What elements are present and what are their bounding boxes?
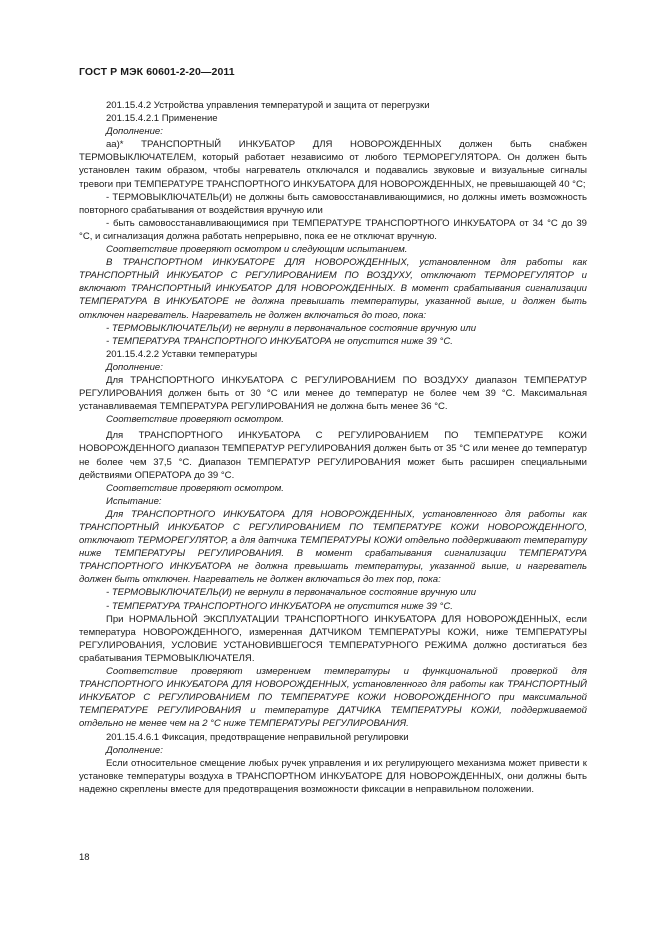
list-item: - ТЕРМОВЫКЛЮЧАТЕЛЬ(И) не вернули в первоначальное состояние вручную или xyxy=(106,587,477,599)
note-label: Дополнение: xyxy=(106,744,163,756)
document-body xyxy=(79,99,587,796)
list-item: - ТЕРМОВЫКЛЮЧАТЕЛЬ(И) не вернули в первоначальное состояние вручную или xyxy=(106,322,477,334)
compliance-note: Соответствие проверяют осмотром. xyxy=(106,482,284,494)
section-heading: 201.15.4.6.1 Фиксация, предотвращение неправильной регулировки xyxy=(106,731,409,743)
compliance-note: Соответствие проверяют осмотром и следующим испытанием. xyxy=(106,244,408,256)
note-label: Дополнение: xyxy=(106,126,163,138)
document-header: ГОСТ Р МЭК 60601-2-20—2011 xyxy=(79,66,235,78)
test-paragraph: Для ТРАНСПОРТНОГО ИНКУБАТОРА ДЛЯ НОВОРОЖДЕННЫХ, установленного для работы как ТРАНСПОРТНЫЙ ИНКУБАТОР С РЕГУЛИРОВАНИЕМ ПО ТЕМПЕРАТУРЕ КОЖИ НОВОРОЖДЕННОГО, отключают ТЕРМОРЕГУЛЯТОР, а для датчика ТЕМПЕРАТУРЫ КОЖИ отдельно поддерживают температуру ниже ТЕМПЕРАТУРЫ РЕГУЛИРОВАНИЯ. В момент срабатывания сигнализации ТЕМПЕРАТУРА ТРАНСПОРТНОГО ИНКУБАТОРА не должна превышать температуры, указанной выше, и нагреватель должен быть отключен. Нагреватель не должен включаться до тех пор, пока: xyxy=(79,508,587,586)
paragraph: Для ТРАНСПОРТНОГО ИНКУБАТОРА С РЕГУЛИРОВАНИЕМ ПО ТЕМПЕРАТУРЕ КОЖИ НОВОРОЖДЕННОГО диапазон ТЕМПЕРАТУР РЕГУЛИРОВАНИЯ должен быть от 35 °С или менее до температур не более чем 37,5 °С. Диапазон ТЕМПЕРАТУР РЕГУЛИРОВАНИЯ может быть расширен специальными действиями ОПЕРАТОРА до 39 °С. xyxy=(79,430,587,481)
list-item: - ТЕРМОВЫКЛЮЧАТЕЛЬ(И) не должны быть самовосстанавливающимися, но должны иметь возможность повторного срабатывания от воздействия вручную или xyxy=(79,191,587,216)
list-item: - быть самовосстанавливающимися при ТЕМПЕРАТУРЕ ТРАНСПОРТНОГО ИНКУБАТОРА от 34 °С до 39 °С, и сигнализация должна работать непрерывно, пока ее не отключат вручную. xyxy=(79,217,587,242)
compliance-note: Соответствие проверяют измерением температуры и функциональной проверкой для ТРАНСПОРТНОГО ИНКУБАТОРА ДЛЯ НОВОРОЖДЕННЫХ, установленного для работы как ТРАНСПОРТНЫЙ ИНКУБАТОР С РЕГУЛИРОВАНИЕМ ПО ТЕМПЕРАТУРЕ КОЖИ НОВОРОЖДЕННОГО при максимальной ТЕМПЕРАТУРЕ РЕГУЛИРОВАНИЯ и температуре ДАТЧИКА ТЕМПЕРАТУРЫ КОЖИ, поддерживаемой отдельно не менее чем на 2 °С ниже ТЕМПЕРАТУРЫ РЕГУЛИРОВАНИЯ. xyxy=(79,666,587,730)
compliance-note: Соответствие проверяют осмотром. xyxy=(106,414,284,426)
list-item: - ТЕМПЕРАТУРА ТРАНСПОРТНОГО ИНКУБАТОРА не опустится ниже 39 °С. xyxy=(106,600,453,612)
paragraph: Для ТРАНСПОРТНОГО ИНКУБАТОРА С РЕГУЛИРОВАНИЕМ ПО ВОЗДУХУ диапазон ТЕМПЕРАТУР РЕГУЛИРОВАНИЯ должен быть от 30 °С или менее до температур не более чем 39 °С. Максимальная устанавливаемая ТЕМПЕРАТУРА РЕГУЛИРОВАНИЯ не должна быть менее 36 °С. xyxy=(79,374,587,413)
section-heading: 201.15.4.2 Устройства управления температурой и защита от перегрузки xyxy=(106,100,430,111)
list-item: - ТЕМПЕРАТУРА ТРАНСПОРТНОГО ИНКУБАТОРА не опустится ниже 39 °С. xyxy=(106,335,453,347)
section-heading: 201.15.4.2.2 Уставки температуры xyxy=(106,348,258,360)
test-paragraph: В ТРАНСПОРТНОМ ИНКУБАТОРЕ ДЛЯ НОВОРОЖДЕННЫХ, установленном для работы как ТРАНСПОРТНЫЙ ИНКУБАТОР С РЕГУЛИРОВАНИЕМ ПО ВОЗДУХУ, отключают ТЕРМОРЕГУЛЯТОР и включают ТРАНСПОРТНЫЙ ИНКУБАТОР ДЛЯ НОВОРОЖДЕННЫХ. В момент срабатывания сигнализации ТЕМПЕРАТУРА В ИНКУБАТОРЕ не должна превышать температуры, указанной выше, и должен быть отключен нагреватель. Нагреватель не должен включаться до того, пока: xyxy=(79,257,587,321)
paragraph: аа)* ТРАНСПОРТНЫЙ ИНКУБАТОР ДЛЯ НОВОРОЖДЕННЫХ должен быть снабжен ТЕРМОВЫКЛЮЧАТЕЛЕМ, который работает независимо от любого ТЕРМОРЕГУЛЯТОРА. Он должен быть установлен таким образом, чтобы нагреватель отключался и подавались звуковые и визуальные сигналы тревоги при ТЕМПЕРАТУРЕ ТРАНСПОРТНОГО ИНКУБАТОРА ДЛЯ НОВОРОЖДЕННЫХ, не превышающей 40 °С; xyxy=(79,139,587,190)
paragraph: При НОРМАЛЬНОЙ ЭКСПЛУАТАЦИИ ТРАНСПОРТНОГО ИНКУБАТОРА ДЛЯ НОВОРОЖДЕННЫХ, если температура НОВОРОЖДЕННОГО, измеренная ДАТЧИКОМ ТЕМПЕРАТУРЫ КОЖИ, ниже ТЕМПЕРАТУРЫ РЕГУЛИРОВАНИЯ, УСЛОВИЕ УСТАНОВИВШЕГОСЯ ТЕМПЕРАТУРНОГО РЕЖИМА должно достигаться без срабатывания ТЕРМОВЫКЛЮЧАТЕЛЯ. xyxy=(79,613,587,664)
paragraph: Если относительное смещение любых ручек управления и их регулирующего механизма может привести к установке температуры воздуха в ТРАНСПОРТНОМ ИНКУБАТОРЕ ДЛЯ НОВОРОЖДЕННЫХ, они должны быть надежно скреплены вместе для предотвращения возможности фиксации в неправильном положении. xyxy=(79,757,587,795)
test-label: Испытание: xyxy=(106,495,162,507)
note-label: Дополнение: xyxy=(106,361,163,373)
page-number: 18 xyxy=(79,852,90,863)
section-heading: 201.15.4.2.1 Применение xyxy=(106,113,218,125)
